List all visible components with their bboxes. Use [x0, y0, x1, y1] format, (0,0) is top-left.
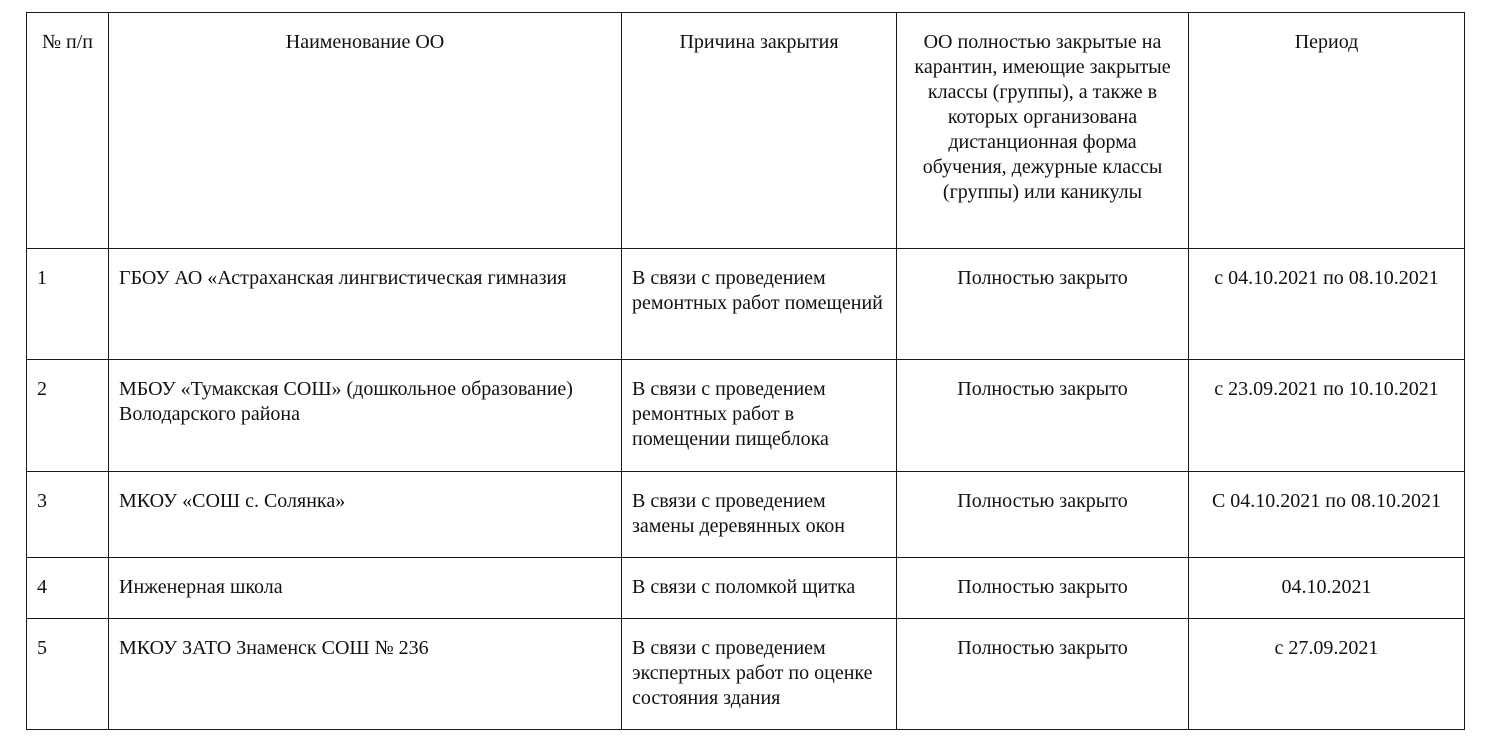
header-reason: Причина закрытия [622, 13, 897, 249]
cell-num: 5 [27, 619, 109, 730]
table-header-row [27, 13, 1465, 249]
cell-num: 3 [27, 472, 109, 558]
cell-period: С 04.10.2021 по 08.10.2021 [1189, 472, 1465, 558]
cell-name: МКОУ ЗАТО Знаменск СОШ № 236 [109, 619, 622, 730]
cell-name: Инженерная школа [109, 558, 622, 619]
table-row [27, 249, 1465, 360]
cell-num: 2 [27, 360, 109, 472]
table-row [27, 558, 1465, 619]
closures-table [26, 12, 1465, 730]
cell-num: 1 [27, 249, 109, 360]
cell-name: МКОУ «СОШ с. Солянка» [109, 472, 622, 558]
cell-reason: В связи с проведением ремонтных работ в помещении пищеблока [622, 360, 897, 472]
cell-status: Полностью закрыто [897, 558, 1189, 619]
table-row [27, 472, 1465, 558]
cell-reason: В связи с проведением экспертных работ по оценке состояния здания [622, 619, 897, 730]
cell-status: Полностью закрыто [897, 472, 1189, 558]
cell-period: 04.10.2021 [1189, 558, 1465, 619]
header-name: Наименование ОО [109, 13, 622, 249]
header-num: № п/п [27, 13, 109, 249]
cell-status: Полностью закрыто [897, 249, 1189, 360]
cell-num: 4 [27, 558, 109, 619]
header-status: ОО полностью закрытые на карантин, имеющие закрытые классы (группы), а также в которых организована дистанционная форма обучения, дежурные классы (группы) или каникулы [897, 13, 1189, 249]
cell-reason: В связи с проведением ремонтных работ помещений [622, 249, 897, 360]
cell-period: с 23.09.2021 по 10.10.2021 [1189, 360, 1465, 472]
cell-status: Полностью закрыто [897, 619, 1189, 730]
cell-reason: В связи с проведением замены деревянных окон [622, 472, 897, 558]
cell-period: с 04.10.2021 по 08.10.2021 [1189, 249, 1465, 360]
table-row [27, 360, 1465, 472]
cell-reason: В связи с поломкой щитка [622, 558, 897, 619]
cell-name: ГБОУ АО «Астраханская лингвистическая гимназия [109, 249, 622, 360]
cell-name: МБОУ «Тумакская СОШ» (дошкольное образование) Володарского района [109, 360, 622, 472]
cell-period: с 27.09.2021 [1189, 619, 1465, 730]
cell-status: Полностью закрыто [897, 360, 1189, 472]
table-row [27, 619, 1465, 730]
header-period: Период [1189, 13, 1465, 249]
